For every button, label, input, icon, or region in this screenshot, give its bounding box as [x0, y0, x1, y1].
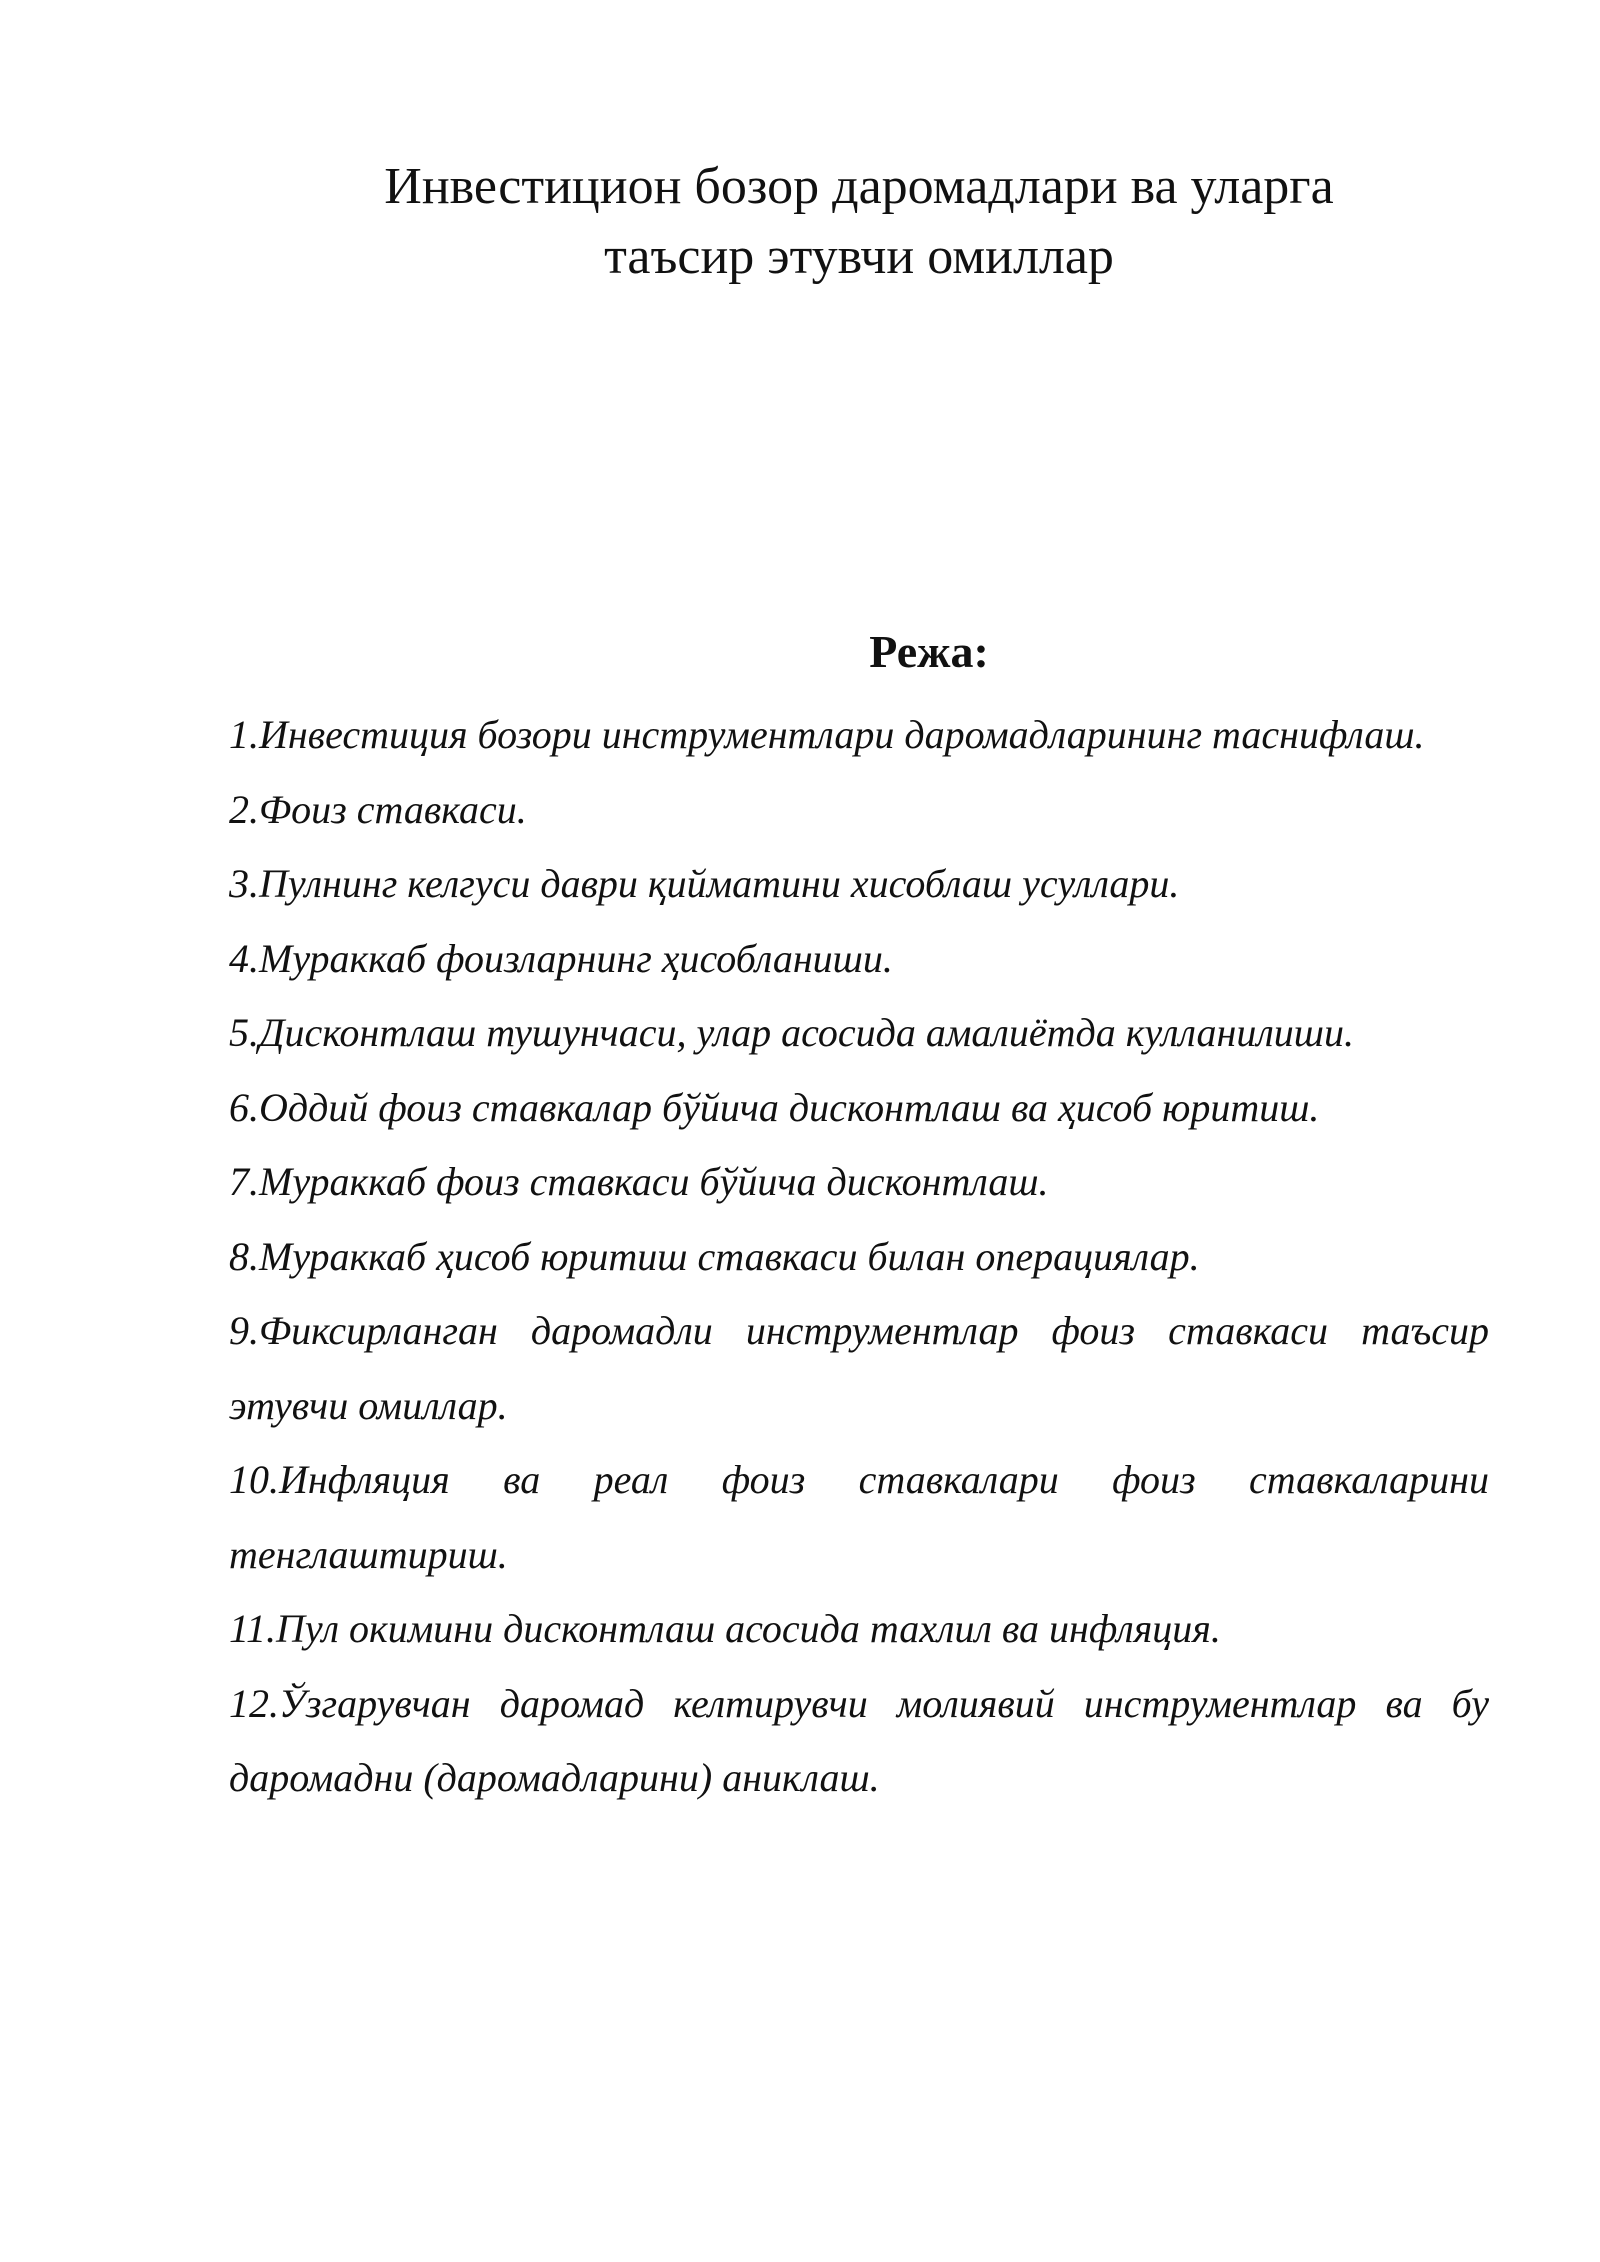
- plan-item: 8.Мураккаб ҳисоб юритиш ставкаси билан операциялар.: [229, 1233, 1200, 1279]
- plan-item: 10.Инфляция ва реал фоиз ставкалари фоиз ставкаларини тенглаштириш.: [229, 1457, 1489, 1577]
- title-line-2: таъсир этувчи омиллар: [604, 228, 1114, 285]
- plan-heading: Режа:: [869, 626, 989, 677]
- plan-item: 7.Мураккаб фоиз ставкаси бўйича дисконтлаш.: [229, 1159, 1049, 1204]
- plan-item: 2.Фоиз ставкаси.: [229, 786, 527, 832]
- title-line-1: Инвестицион бозор даромадлари ва уларга: [384, 158, 1334, 215]
- plan-item: 9.Фиксирланган даромадли инструментлар фоиз ставкаси таъсир этувчи омиллар.: [229, 1308, 1489, 1428]
- plan-item: 3.Пулнинг келгуси даври қийматини хисоблаш усуллари.: [229, 861, 1180, 906]
- document-title: [229, 152, 1489, 292]
- plan-item: 4.Мураккаб фоизларнинг ҳисобланиши.: [229, 935, 893, 981]
- plan-item: 5.Дисконтлаш тушунчаси, улар асосида амалиётда кулланилиши.: [229, 1010, 1354, 1055]
- plan-item: 1.Инвестиция бозори инструментлари даромадларининг таснифлаш.: [229, 712, 1425, 757]
- plan-item: 6.Оддий фоиз ставкалар бўйича дисконтлаш ва ҳисоб юритиш.: [229, 1084, 1320, 1130]
- plan-item: 11.Пул окимини дисконтлаш асосида тахлил ва инфляция.: [229, 1606, 1221, 1651]
- plan-item: 12.Ўзгарувчан даромад келтирувчи молиявий инструментлар ва бу даромадни (даромадларини) аниклаш.: [229, 1680, 1489, 1800]
- plan-list: [229, 698, 1489, 1816]
